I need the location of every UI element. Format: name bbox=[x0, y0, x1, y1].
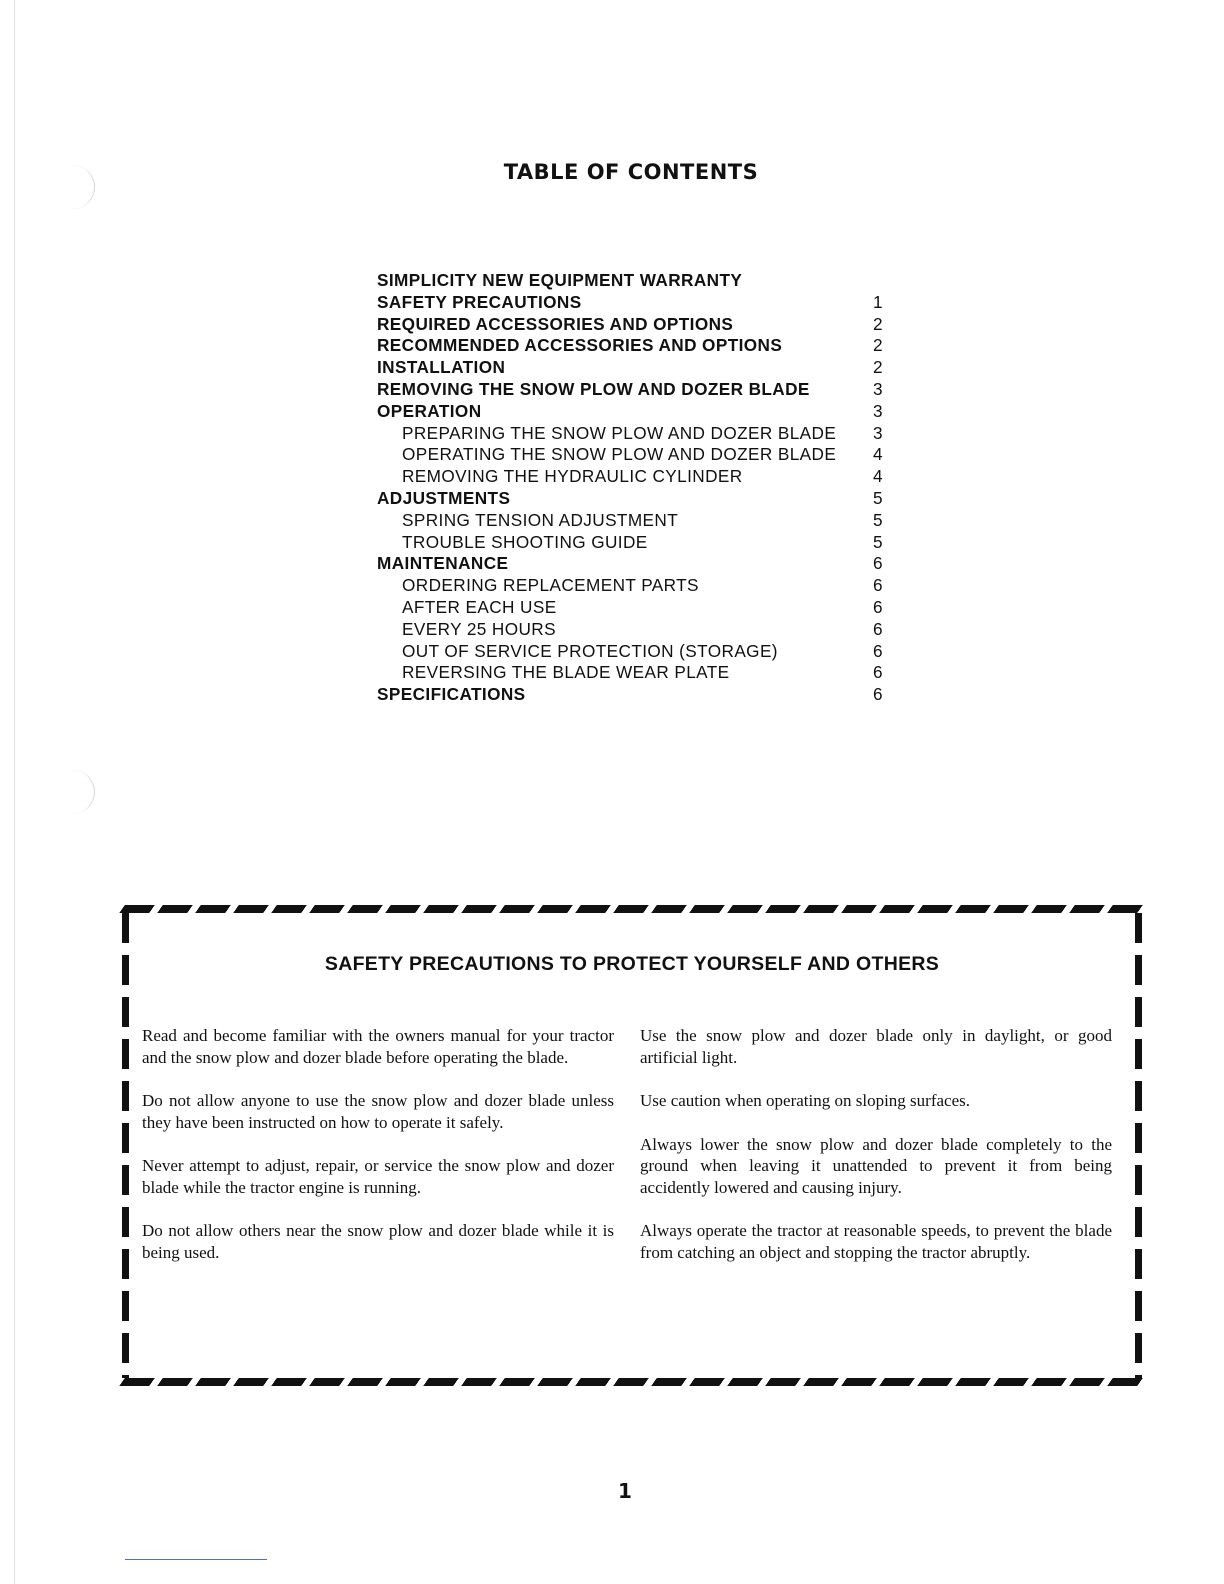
scan-edge-line bbox=[14, 0, 15, 1584]
toc-entry-page: 3 bbox=[873, 422, 883, 443]
toc-entry bbox=[377, 357, 897, 379]
toc-entry-label: SIMPLICITY NEW EQUIPMENT WARRANTY bbox=[377, 270, 743, 290]
toc-entry-label: SPRING TENSION ADJUSTMENT bbox=[402, 509, 679, 530]
toc-entry-label: MAINTENANCE bbox=[377, 553, 509, 574]
toc-entry bbox=[377, 488, 897, 510]
safety-paragraph: Do not allow anyone to use the snow plow and dozer blade unless they have been instructed on how to operate it safely. bbox=[142, 1091, 614, 1132]
toc-entry-label: REQUIRED ACCESSORIES AND OPTIONS bbox=[377, 313, 734, 334]
toc-subentry bbox=[377, 466, 897, 488]
toc-entry-label: INSTALLATION bbox=[377, 357, 506, 378]
toc-entry-page: 6 bbox=[873, 618, 883, 639]
toc-subentry bbox=[377, 641, 897, 663]
toc-entry-page: 6 bbox=[873, 662, 883, 683]
toc-entry-label: OPERATING THE SNOW PLOW AND DOZER BLADE bbox=[402, 444, 837, 465]
toc-entry-label: SPECIFICATIONS bbox=[377, 684, 526, 705]
toc-entry-label: PREPARING THE SNOW PLOW AND DOZER BLADE bbox=[402, 422, 837, 443]
toc-entry bbox=[377, 314, 897, 336]
toc-entry-page: 6 bbox=[873, 553, 883, 574]
dashed-border-left bbox=[122, 913, 129, 1378]
toc-entry-page: 6 bbox=[873, 596, 883, 617]
toc-list bbox=[377, 270, 897, 706]
toc-entry-page: 5 bbox=[873, 509, 883, 530]
toc-entry-page: 1 bbox=[873, 291, 883, 312]
safety-paragraph: Never attempt to adjust, repair, or service the snow plow and dozer blade while the tractor engine is running. bbox=[142, 1156, 614, 1197]
toc-entry-label: REMOVING THE HYDRAULIC CYLINDER bbox=[402, 466, 743, 487]
punch-hole-mark bbox=[50, 770, 95, 814]
page-number: 1 bbox=[618, 1479, 632, 1503]
safety-precautions-box bbox=[122, 905, 1142, 1390]
footer-rule bbox=[125, 1559, 267, 1560]
toc-entry-page: 4 bbox=[873, 466, 883, 487]
toc-entry-label: RECOMMENDED ACCESSORIES AND OPTIONS bbox=[377, 335, 783, 356]
toc-entry-label: REVERSING THE BLADE WEAR PLATE bbox=[402, 662, 730, 683]
toc-subentry bbox=[377, 423, 897, 445]
safety-paragraph: Always operate the tractor at reasonable speeds, to prevent the blade from catching an object and stopping the tractor abruptly. bbox=[640, 1221, 1112, 1262]
toc-entry bbox=[377, 684, 897, 706]
toc-subentry bbox=[377, 510, 897, 532]
toc-entry-label: OUT OF SERVICE PROTECTION (STORAGE) bbox=[402, 640, 778, 661]
safety-column-right bbox=[640, 1025, 1112, 1285]
safety-paragraph: Do not allow others near the snow plow and dozer blade while it is being used. bbox=[142, 1221, 614, 1262]
toc-entry-page: 3 bbox=[873, 400, 883, 421]
toc-entry-label: ADJUSTMENTS bbox=[377, 487, 511, 508]
toc-entry-label: OPERATION bbox=[377, 400, 482, 421]
toc-entry-page: 2 bbox=[873, 357, 883, 378]
toc-entry-page: 6 bbox=[873, 575, 883, 596]
safety-paragraph: Use the snow plow and dozer blade only in daylight, or good artificial light. bbox=[640, 1026, 1112, 1067]
toc-entry-page: 6 bbox=[873, 684, 883, 705]
dashed-border-bottom bbox=[119, 1378, 1145, 1386]
toc-entry bbox=[377, 335, 897, 357]
toc-entry bbox=[377, 553, 897, 575]
safety-paragraph: Read and become familiar with the owners manual for your tractor and the snow plow and dozer blade before operating the blade. bbox=[142, 1026, 614, 1067]
toc-title: TABLE OF CONTENTS bbox=[503, 160, 759, 184]
toc-subentry bbox=[377, 619, 897, 641]
toc-entry-page: 3 bbox=[873, 378, 883, 399]
dashed-border-right bbox=[1135, 913, 1142, 1378]
safety-paragraph: Use caution when operating on sloping surfaces. bbox=[640, 1091, 970, 1110]
toc-entry-page: 2 bbox=[873, 313, 883, 334]
toc-entry-page: 5 bbox=[873, 487, 883, 508]
toc-subentry bbox=[377, 597, 897, 619]
toc-subentry bbox=[377, 662, 897, 684]
toc-entry-page: 6 bbox=[873, 640, 883, 661]
toc-entry bbox=[377, 379, 897, 401]
toc-entry-label: EVERY 25 HOURS bbox=[402, 618, 556, 639]
toc-entry bbox=[377, 292, 897, 314]
toc-entry-page: 2 bbox=[873, 335, 883, 356]
toc-entry-page: 5 bbox=[873, 531, 883, 552]
toc-entry bbox=[377, 270, 897, 292]
toc-subentry bbox=[377, 575, 897, 597]
toc-subentry bbox=[377, 444, 897, 466]
toc-subentry bbox=[377, 532, 897, 554]
dashed-border-top bbox=[119, 905, 1145, 913]
toc-entry-label: TROUBLE SHOOTING GUIDE bbox=[402, 531, 648, 552]
toc-entry-label: AFTER EACH USE bbox=[402, 596, 557, 617]
toc-entry-label: REMOVING THE SNOW PLOW AND DOZER BLADE bbox=[377, 378, 810, 399]
safety-heading: SAFETY PRECAUTIONS TO PROTECT YOURSELF AND OTHERS bbox=[324, 953, 940, 975]
toc-entry-page: 4 bbox=[873, 444, 883, 465]
safety-column-left bbox=[142, 1025, 614, 1285]
safety-paragraph: Always lower the snow plow and dozer blade completely to the ground when leaving it unattended to prevent it from being accidently lowered and causing injury. bbox=[640, 1134, 1112, 1197]
toc-entry-label: ORDERING REPLACEMENT PARTS bbox=[402, 575, 699, 596]
toc-entry bbox=[377, 401, 897, 423]
toc-entry-label: SAFETY PRECAUTIONS bbox=[377, 291, 582, 312]
